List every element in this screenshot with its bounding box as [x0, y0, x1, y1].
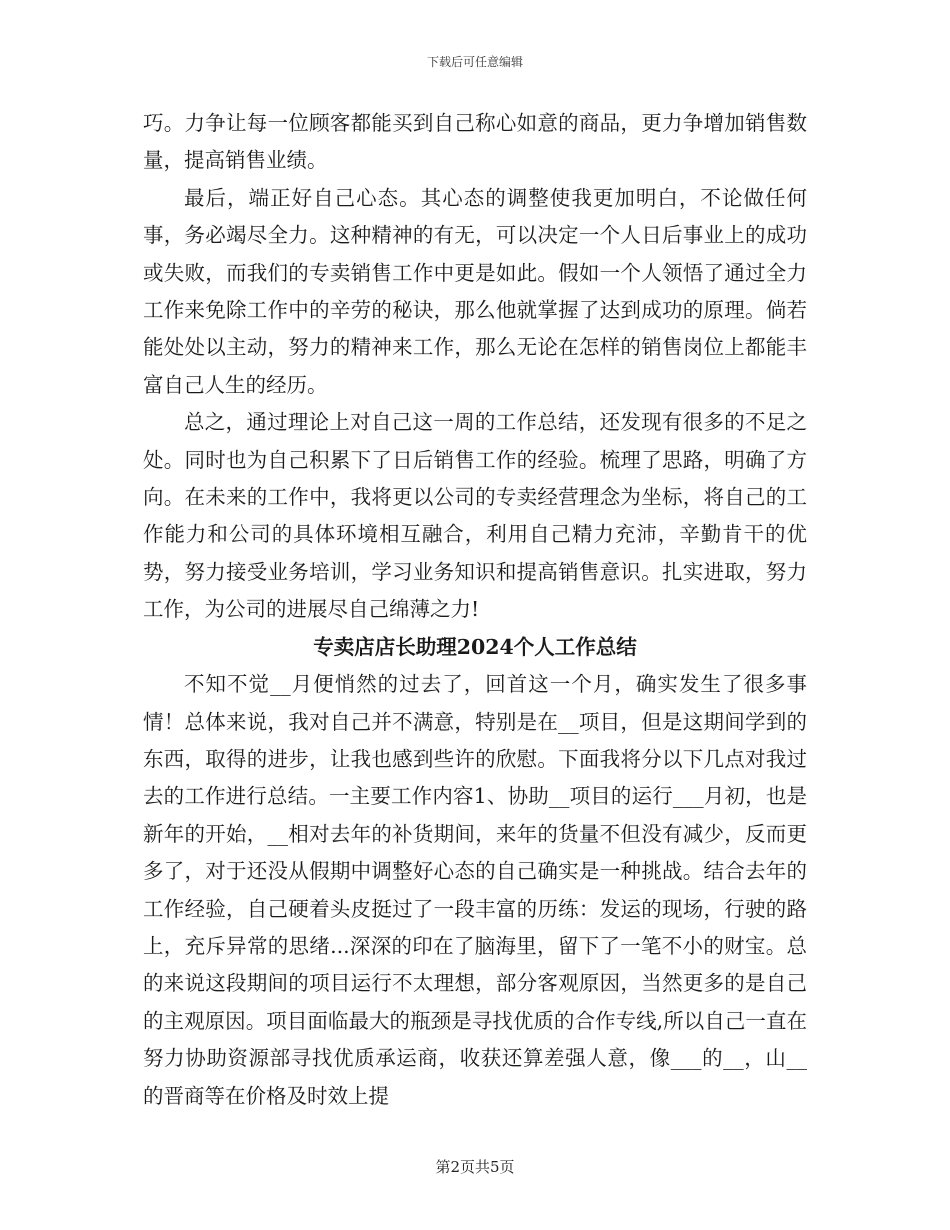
document-body — [143, 105, 807, 1115]
page-header: 下载后可任意编辑 — [426, 55, 523, 69]
page-number: 第2页共5页 — [435, 1158, 515, 1176]
section-title: 专卖店店长助理2024个人工作总结 — [313, 634, 637, 659]
paragraph-summary-body: 不知不觉__月便悄然的过去了，回首这一个月，确实发生了很多事情！总体来说，我对自己并不满意，特别是在__项目，但是这期间学到的东西，取得的进步，让我也感到些许的欣慰。下面我将分以下几点对我过去的工作进行总结。一主要工作内容1、协助__项目的运行___月初，也是新年的开始，__相对去年的补货期间，来年的货量不但没有减少，反而更多了，对于还没从假期中调整好心态的自己确实是一种挑战。结合去年的工作经验，自己硬着头皮挺过了一段丰富的历练：发运的现场，行驶的路上，充斥异常的思绪...深深的印在了脑海里，留下了一笔不小的财宝。总的来说这段期间的项目运行不太理想，部分客观原因，当然更多的是自己的主观原因。项目面临最大的瓶颈是寻找优质的合作专线,所以自己一直在努力协助资源部寻找优质承运商，收获还算差强人意，像___的__，山__的晋商等在价格及时效上提 — [143, 672, 807, 1108]
paragraph-mindset: 最后，端正好自己心态。其心态的调整使我更加明白，不论做任何事，务必竭尽全力。这种精神的有无，可以决定一个人日后事业上的成功或失败，而我们的专卖销售工作中更是如此。假如一个人领悟了通过全力工作来免除工作中的辛劳的秘诀，那么他就掌握了达到成功的原理。倘若能处处以主动，努力的精神来工作，那么无论在怎样的销售岗位上都能丰富自己人生的经历。 — [143, 185, 807, 397]
paragraph-continuation: 巧。力争让每一位顾客都能买到自己称心如意的商品，更力争增加销售数量，提高销售业绩。 — [143, 111, 807, 173]
paragraph-conclusion: 总之，通过理论上对自己这一周的工作总结，还发现有很多的不足之处。同时也为自己积累下了日后销售工作的经验。梳理了思路，明确了方向。在未来的工作中，我将更以公司的专卖经营理念为坐标，将自己的工作能力和公司的具体环境相互融合，利用自己精力充沛，辛勤肯干的优势，努力接受业务培训，学习业务知识和提高销售意识。扎实进取，努力工作，为公司的进展尽自己绵薄之力! — [143, 410, 807, 622]
